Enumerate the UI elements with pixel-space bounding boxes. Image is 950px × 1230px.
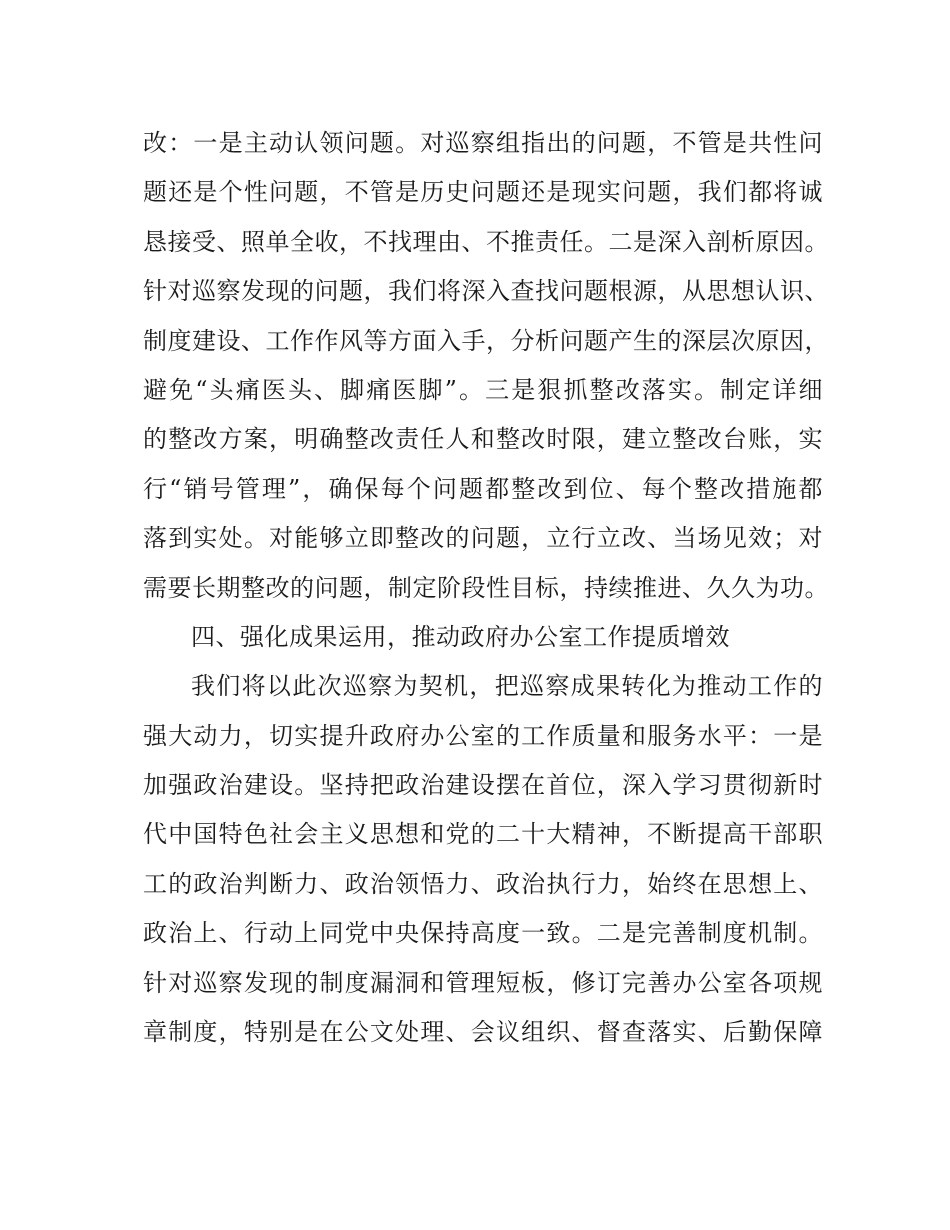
paragraph-line: 制度建设、工作作风等方面入手，分析问题产生的深层次原因， — [143, 326, 829, 355]
paragraph-results-application — [143, 662, 823, 1057]
paragraph-line: 恳接受、照单全收，不找理由、不推责任。二是深入剖析原因。 — [143, 227, 829, 256]
paragraph-line: 针对巡察发现的问题，我们将深入查找问题根源，从思想认识、 — [143, 277, 829, 306]
paragraph-line: 章制度，特别是在公文处理、会议组织、督查落实、后勤保障 — [143, 1018, 823, 1047]
section-heading: 四、强化成果运用，推动政府办公室工作提质增效 — [191, 622, 730, 651]
paragraph-rectification — [143, 119, 829, 613]
paragraph-line: 我们将以此次巡察为契机，把巡察成果转化为推动工作的 — [191, 672, 823, 701]
paragraph-line: 代中国特色社会主义思想和党的二十大精神，不断提高干部职 — [143, 820, 823, 849]
paragraph-line: 需要长期整改的问题，制定阶段性目标，持续推进、久久为功。 — [143, 573, 829, 602]
paragraph-line: 改：一是主动认领问题。对巡察组指出的问题，不管是共性问 — [143, 129, 823, 157]
paragraph-line: 工的政治判断力、政治领悟力、政治执行力，始终在思想上、 — [143, 869, 823, 898]
paragraph-line: 落到实处。对能够立即整改的问题，立行立改、当场见效；对 — [143, 524, 823, 553]
document-body — [143, 119, 829, 1057]
paragraph-line: 的整改方案，明确整改责任人和整改时限，建立整改台账，实 — [143, 425, 823, 454]
paragraph-line: 针对巡察发现的制度漏洞和管理短板，修订完善办公室各项规 — [143, 968, 823, 997]
paragraph-line: 政治上、行动上同党中央保持高度一致。二是完善制度机制。 — [143, 919, 823, 948]
paragraph-line: 题还是个性问题，不管是历史问题还是现实问题，我们都将诚 — [143, 178, 823, 207]
paragraph-line: 避免“头痛医头、脚痛医脚”。三是狠抓整改落实。制定详细 — [143, 375, 823, 404]
paragraph-line: 行“销号管理”，确保每个问题都整改到位、每个整改措施都 — [143, 474, 823, 503]
paragraph-line: 强大动力，切实提升政府办公室的工作质量和服务水平：一是 — [143, 721, 823, 750]
paragraph-line: 加强政治建设。坚持把政治建设摆在首位，深入学习贯彻新时 — [143, 771, 823, 800]
